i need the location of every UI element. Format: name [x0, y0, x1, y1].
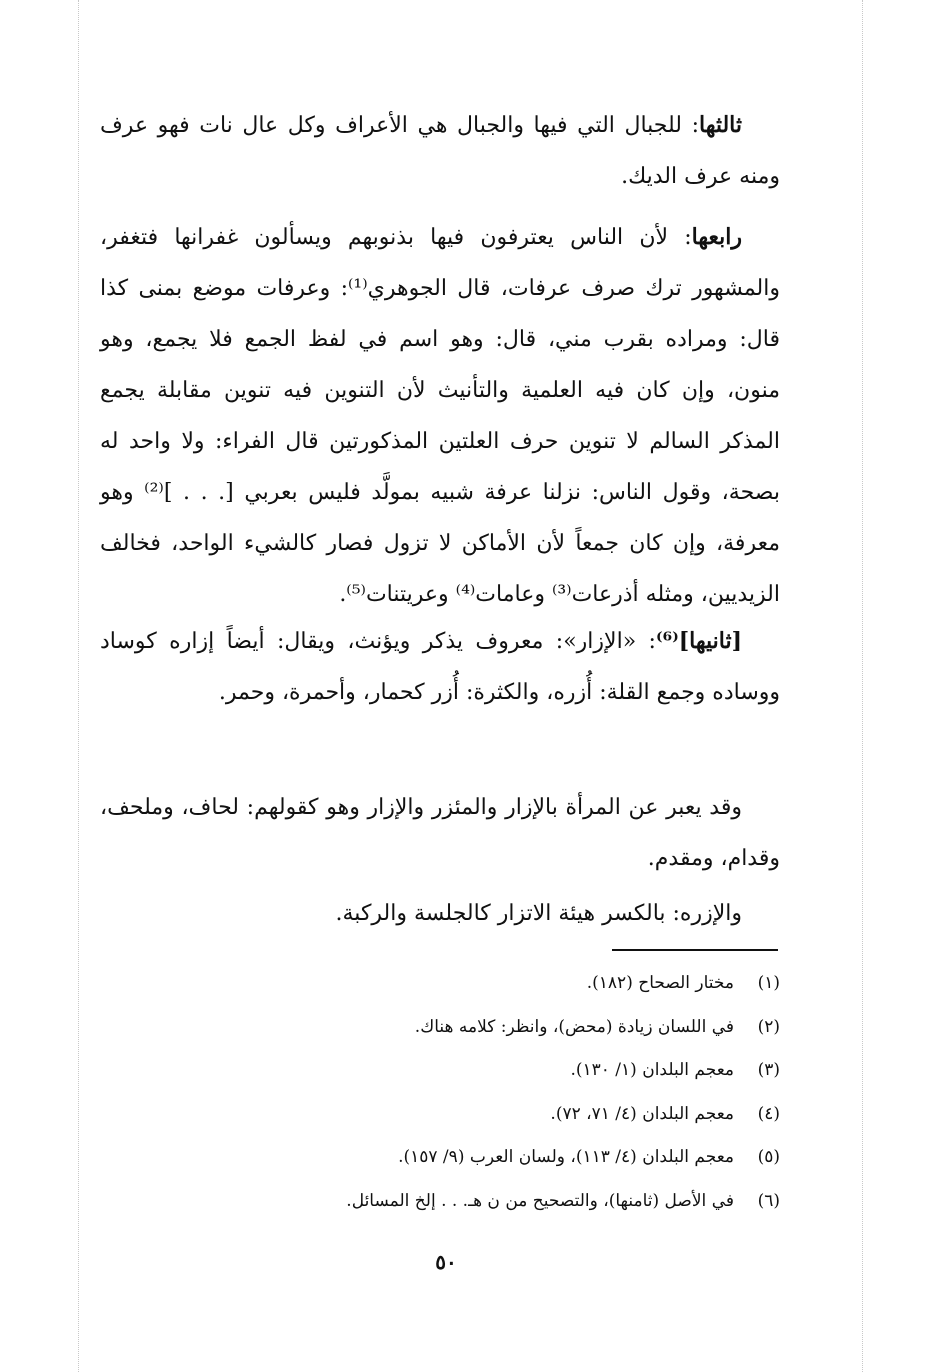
footnote-text: في اللسان زيادة (محض)، وانظر: كلامه هناك. [414, 1016, 734, 1037]
paragraph-lead: رابعها [691, 224, 742, 250]
paragraph-text: : «الإزار»: معروف يذكر ويؤنث، ويقال: أيضاً إزاره كوساد ووساده وجمع القلة: أُزره، والكثرة: أُزر كحمار، وأحمرة، وحمر. [100, 629, 780, 705]
paragraph-lead: [ثانيها]⁽⁶⁾ [655, 628, 742, 654]
footnote-item [200, 1006, 780, 1050]
page-number: ٥٠ [435, 1250, 457, 1274]
paragraph-third [100, 100, 780, 202]
paragraph-woman-izar [100, 782, 780, 884]
footnote-number: (١) [757, 973, 780, 993]
paragraph-text: وقد يعبر عن المرأة بالإزار والمئزر والإزار وهو كقولهم: لحاف، وملحف، وقدام، ومقدم. [100, 795, 780, 871]
footnote-number: (٣) [757, 1060, 780, 1080]
scan-artifact-line [862, 0, 863, 1372]
paragraph-fourth [100, 212, 780, 620]
paragraph-lead: ثالثها [698, 112, 742, 138]
footnote-divider [612, 949, 778, 951]
footnote-number: (٤) [757, 1103, 780, 1124]
footnote-item [200, 962, 780, 1006]
footnote-number: (٦) [757, 1190, 780, 1211]
footnotes-list [200, 962, 780, 1223]
footnote-item [200, 1136, 780, 1180]
footnote-text: في الأصل (ثامنها)، والتصحيح من ن هـ. . . إلخ المسائل. [346, 1190, 734, 1211]
footnote-text: معجم البلدان (٤/ ٧١، ٧٢). [550, 1103, 734, 1124]
footnote-item [200, 1180, 780, 1224]
footnote-text: معجم البلدان (١/ ١٣٠). [570, 1060, 734, 1080]
footnote-number: (٢) [757, 1016, 780, 1037]
paragraph-text: والإزره: بالكسر هيئة الاتزار كالجلسة والركبة. [335, 901, 742, 926]
footnote-text: معجم البلدان (٤/ ١١٣)، ولسان العرب (٩/ ١٥٧). [398, 1147, 734, 1167]
footnote-item [200, 1093, 780, 1137]
paragraph-izra [100, 888, 780, 939]
paragraph-text: : لأن الناس يعترفون فيها بذنوبهم ويسألون غفرانها فتغفر، والمشهور ترك صرف عرفات، قال الجوهري⁽¹⁾: وعرفات موضع بمنى كذا قال: ومراده بقرب مني، قال: وهو اسم في لفظ الجمع فلا يجمع، وهو منون، وإن كان فيه العلمية والتأنيث لأن التنوين فيه تنوين مقابلة يجمع المذكر السالم لا تنوين حرف العلتين المذكورتين قال الفراء: ولا واحد له بصحة، وقول الناس: نزلنا عرفة شبيه بمولَّد فليس بعربي [. . . ]⁽²⁾ وهو معرفة، وإن كان جمعاً لأن الأماكن لا تزول فصار كالشيء الواحد، فخالف الزيديين، ومثله أذرعات⁽³⁾ وعامات⁽⁴⁾ وعريتنات⁽⁵⁾. [100, 225, 780, 607]
footnote-number: (٥) [757, 1147, 780, 1167]
paragraph-text: : للجبال التي فيها والجبال هي الأعراف وكل عال نات فهو عرف ومنه عرف الديك. [100, 113, 780, 189]
paragraph-second-izar [100, 616, 780, 718]
footnote-text: مختار الصحاح (١٨٢). [586, 973, 734, 993]
scan-artifact-line [78, 0, 79, 1372]
footnote-item [200, 1049, 780, 1093]
